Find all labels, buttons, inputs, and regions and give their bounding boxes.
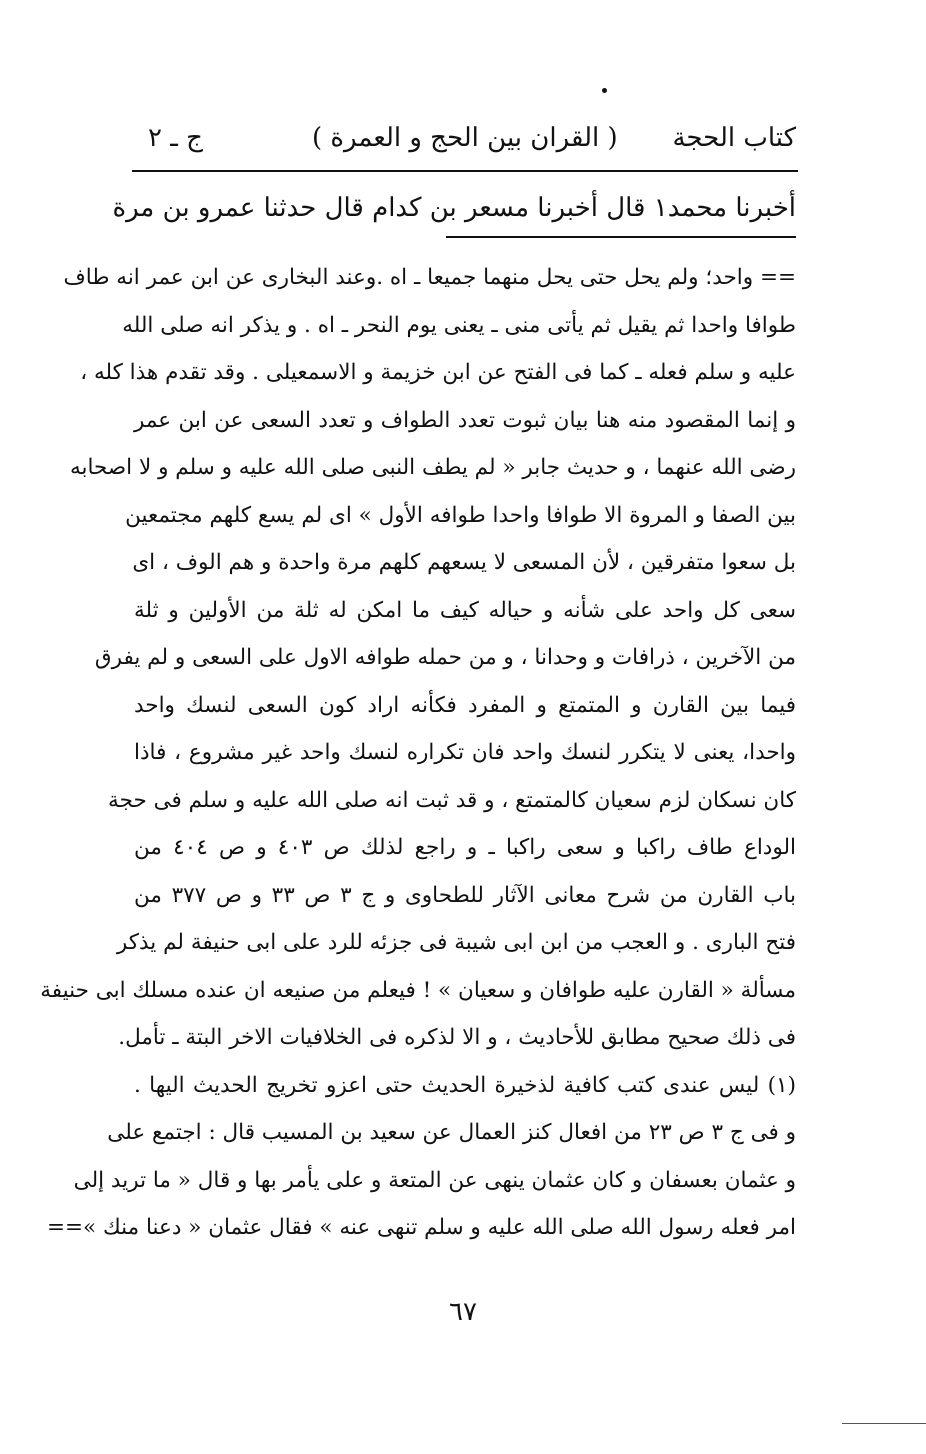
running-head-book-title: كتاب الحجة [672,123,796,153]
page-number: ٦٧ [449,1297,477,1327]
footnote-line: طوافا واحدا ثم يقيل ثم يأتى منى ـ يعنى يوم النحر ـ اه . و يذكر انه صلى الله [122,312,796,338]
text-footnote-separator [446,236,796,238]
footnote-line: و فى ج ٣ ص ٢٣ من افعال كنز العمال عن سعيد بن المسيب قال : اجتمع على [107,1120,796,1145]
ink-dot [602,88,607,93]
footnote-line: باب القارن من شرح معانى الآثار للطحاوى و ج ٣ ص ٣٣ و ص ٣٧٧ من [134,882,797,908]
running-head-chapter: ( القران بين الحج و العمرة ) [312,123,618,153]
main-text-line: أخبرنا محمد١ قال أخبرنا مسعر بن كدام قال حدثنا عمرو بن مرة [112,193,796,223]
footnote-line: فيما بين القارن و المتمتع و المفرد فكأنه اراد كون السعى لنسك واحد [134,692,796,718]
footnote-line: كان نسكان لزم سعيان كالمتمتع ، و قد ثبت انه صلى الله عليه و سلم فى حجة [108,787,796,813]
corner-rule [842,1423,926,1424]
footnote-body [40,254,797,1252]
header-rule [132,170,798,172]
footnote-line: سعى كل واحد على شأنه و حياله كيف ما امكن له ثلة من الأولين و ثلة [134,597,796,623]
footnote-line: == واحد؛ ولم يحل حتى يحل منهما جميعا ـ اه .وعند البخارى عن ابن عمر انه طاف [63,265,796,290]
footnote-line: (١) ليس عندى كتب كافية لذخيرة الحديث حتى اعزو تخريج الحديث اليها . [134,1072,796,1098]
footnote-line: امر فعله رسول الله صلى الله عليه و سلم تنهى عنه » فقال عثمان « دعنا منك »== [47,1215,796,1240]
footnote-line: فتح البارى . و العجب من ابن ابى شيبة فى جزئه للرد على ابى حنيفة لم يذكر [116,930,796,955]
footnote-line: واحدا، يعنى لا يتكرر لنسك واحد فان تكراره لنسك واحد غير مشروع ، فاذا [134,740,796,765]
footnote-line: فى ذلك صحيح مطابق للأحاديث ، و الا لذكره فى الخلافيات الاخر البتة ـ تأمل. [118,1025,796,1050]
footnote-line: الوداع طاف راكبا و سعى راكبا ـ و راجع لذلك ص ٤٠٣ و ص ٤٠٤ من [134,835,797,860]
footnote-line: بل سعوا متفرقين ، لأن المسعى لا يسعهم كلهم مرة واحدة و هم الوف ، اى [132,550,796,575]
footnote-line: عليه و سلم فعله ـ كما فى الفتح عن ابن خزيمة و الاسمعيلى . وقد تقدم هذا كله ، [80,360,796,385]
footnote-line: من الآخرين ، ذرافات و وحدانا ، و من حمله طوافه الاول على السعى و لم يفرق [94,645,796,670]
footnote-line: و عثمان بعسفان و كان عثمان ينهى عن المتعة و على يأمر بها و قال « ما تريد إلى [73,1167,796,1193]
footnote-line: و إنما المقصود منه هنا بيان ثبوت تعدد الطواف و تعدد السعى عن ابن عمر [134,407,796,433]
footnote-line: مسألة « القارن عليه طوافان و سعيان » ! فيعلم من صنيعه ان عنده مسلك ابى حنيفة [40,977,796,1003]
footnote-line: رضى الله عنهما ، و حديث جابر « لم يطف النبى صلى الله عليه و سلم و لا اصحابه [69,455,796,480]
footnote-line: بين الصفا و المروة الا طوافا واحدا طوافه الأول » اى لم يسع كلهم مجتمعين [125,502,796,528]
running-head-volume: ج ـ ٢ [148,123,203,153]
